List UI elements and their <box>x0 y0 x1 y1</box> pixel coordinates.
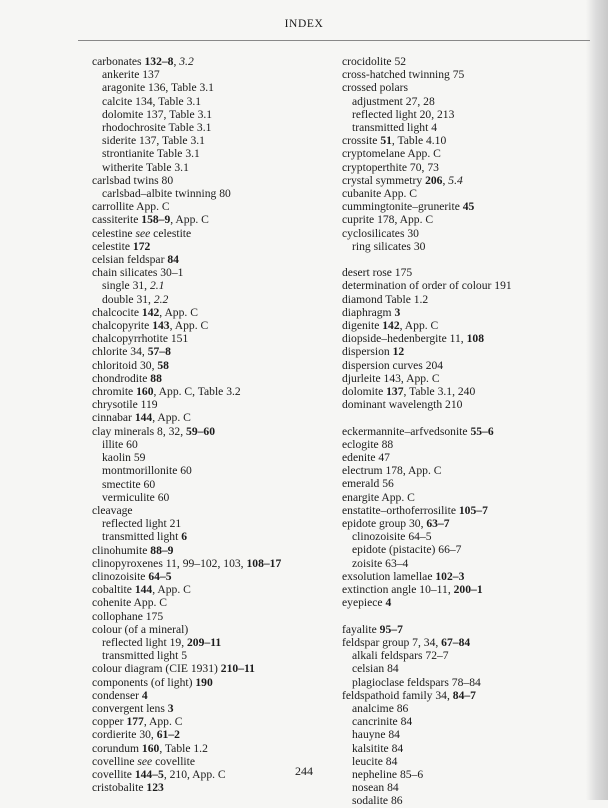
entry-text: cross-hatched twinning 75 <box>342 68 465 82</box>
page-ref-bold: 105–7 <box>458 503 488 517</box>
entry-text: smectite 60 <box>102 477 156 491</box>
page-ref-bold: 12 <box>392 345 405 359</box>
index-subentry <box>92 68 342 81</box>
entry-text: dolomite <box>342 385 387 399</box>
index-entry <box>92 385 342 398</box>
index-entry <box>92 544 342 557</box>
entry-text: chlorite 34, <box>92 345 148 359</box>
index-entry <box>92 411 342 424</box>
entry-text: rhodochrosite Table 3.1 <box>102 121 212 135</box>
entry-text: chalcocite <box>92 305 142 319</box>
index-entry <box>92 359 342 372</box>
index-entry <box>342 504 592 517</box>
entry-text: enargite App. C <box>342 490 415 504</box>
page-ref-bold: 3 <box>394 305 401 319</box>
page-ref-bold: 4 <box>385 596 392 610</box>
index-subentry <box>92 147 342 160</box>
index-subentry <box>92 636 342 649</box>
index-entry <box>92 715 342 728</box>
entry-text: diaphragm <box>342 305 395 319</box>
index-entry <box>342 636 592 649</box>
entry-text: kaolin 59 <box>102 451 146 465</box>
index-subentry <box>92 451 342 464</box>
entry-text: chondrodite <box>92 371 151 385</box>
index-entry <box>342 332 592 345</box>
index-subentry <box>342 95 592 108</box>
page-ref-bold: 58 <box>157 358 169 372</box>
entry-text: cancrinite 84 <box>352 715 413 729</box>
entry-text: , 210, App. C <box>163 767 226 781</box>
entry-text: digenite <box>342 319 383 333</box>
entry-text: desert rose 175 <box>342 266 413 280</box>
index-entry <box>92 662 342 675</box>
entry-text: eyepiece <box>342 596 386 610</box>
index-subentry <box>92 517 342 530</box>
index-entry <box>342 398 592 411</box>
index-subentry <box>342 676 592 689</box>
entry-text: crystal symmetry <box>342 173 426 187</box>
page-ref-bold: 144–5 <box>134 767 164 781</box>
entry-text: zoisite 63–4 <box>352 556 409 570</box>
entry-text: double 31, <box>102 292 154 306</box>
index-entry <box>92 213 342 226</box>
index-entry <box>92 742 342 755</box>
index-subentry <box>342 121 592 134</box>
entry-text: chalcopyrite <box>92 319 153 333</box>
entry-text: carrollite App. C <box>92 200 170 214</box>
entry-text: , App. C <box>152 411 191 425</box>
page-ref-bold: 200–1 <box>453 583 483 597</box>
entry-text: transmitted light <box>102 530 182 544</box>
entry-text: copper <box>92 715 127 729</box>
entry-text: , App. C <box>169 319 209 333</box>
page-ref-bold: 158–9 <box>141 213 171 227</box>
entry-text: plagioclase feldspars 78–84 <box>352 675 481 689</box>
page-ref-bold: 206 <box>425 173 443 187</box>
entry-text: fayalite <box>342 622 380 636</box>
page-ref-bold: 143 <box>152 319 170 333</box>
entry-text: condenser <box>92 688 142 702</box>
entry-text: clinopyroxenes 11, 99–102, 103, <box>92 556 247 570</box>
entry-text: , App. C <box>143 715 183 729</box>
entry-text: corundum <box>92 741 142 755</box>
entry-text: celestite <box>150 226 192 240</box>
entry-text: analcime 86 <box>352 701 409 715</box>
entry-text: cassiterite <box>92 213 142 227</box>
entry-text: illite 60 <box>102 437 138 451</box>
entry-text: components (of light) <box>92 675 196 689</box>
entry-text: reflected light 21 <box>102 517 182 531</box>
index-column-right <box>342 55 592 808</box>
entry-text: convergent lens <box>92 701 168 715</box>
entry-text: cleavage <box>92 503 133 517</box>
entry-text: hauyne 84 <box>352 728 400 742</box>
entry-text: ankerite 137 <box>102 68 160 82</box>
page-ref-bold: 3 <box>167 701 174 715</box>
entry-text: dolomite 137, Table 3.1 <box>102 107 213 121</box>
page-ref-bold: 160 <box>136 385 154 399</box>
entry-text: chain silicates 30–1 <box>92 266 184 280</box>
page-ref-bold: 210–11 <box>220 662 255 676</box>
entry-text: diopside–hedenbergite 11, <box>342 332 467 346</box>
letter-group-gap <box>342 610 592 623</box>
entry-text: carlsbad–albite twinning 80 <box>102 187 231 201</box>
index-entry <box>342 425 592 438</box>
entry-text: cubanite App. C <box>342 187 418 201</box>
index-entry <box>342 319 592 332</box>
index-subentry <box>342 662 592 675</box>
index-entry <box>342 372 592 385</box>
entry-text: diamond Table 1.2 <box>342 292 429 306</box>
entry-text: celestine <box>92 226 136 240</box>
entry-text: djurleite 143, App. C <box>342 371 440 385</box>
page-ref-bold: 144 <box>134 583 153 597</box>
index-entry <box>92 570 342 583</box>
index-entry <box>342 187 592 200</box>
entry-text: siderite 137, Table 3.1 <box>102 134 205 148</box>
entry-text: clinozoisite <box>92 569 149 583</box>
index-entry <box>342 345 592 358</box>
page-ref-bold: 142 <box>141 305 160 319</box>
entry-text: eckermannite–arfvedsonite <box>342 424 471 438</box>
index-entry <box>92 319 342 332</box>
page-ref-bold: 177 <box>126 715 144 729</box>
entry-text: sodalite 86 <box>352 794 403 808</box>
entry-text: colour (of a mineral) <box>92 622 189 636</box>
entry-text: , <box>173 55 180 68</box>
index-entry <box>342 293 592 306</box>
figure-ref: see <box>137 754 153 768</box>
page-ref-bold: 144 <box>134 411 153 425</box>
entry-text: transmitted light 4 <box>352 121 438 135</box>
entry-text: enstatite–orthoferrosilite <box>342 503 459 517</box>
index-entry <box>92 253 342 266</box>
page-ref-bold: 88 <box>150 371 162 385</box>
page-ref-bold: 132–8 <box>144 55 174 68</box>
index-entry <box>342 266 592 279</box>
index-entry <box>92 227 342 240</box>
page-ref-bold: 88–9 <box>150 543 174 557</box>
index-subentry <box>92 161 342 174</box>
index-entry <box>342 81 592 94</box>
entry-text: crocidolite 52 <box>342 55 407 68</box>
index-entry <box>342 438 592 451</box>
header-rule <box>78 40 590 41</box>
index-entry <box>342 279 592 292</box>
entry-text: clinohumite <box>92 543 151 557</box>
index-entry <box>342 491 592 504</box>
page-ref-bold: 108–17 <box>246 556 282 570</box>
running-header: INDEX <box>284 18 324 30</box>
entry-text: covellite <box>92 767 135 781</box>
entry-text: carbonates <box>92 55 145 68</box>
index-subentry <box>342 715 592 728</box>
index-entry <box>92 728 342 741</box>
page-ref-bold: 67–84 <box>441 635 471 649</box>
index-subentry <box>342 728 592 741</box>
entry-text: kalsitite 84 <box>352 741 404 755</box>
entry-text: cryptoperthite 70, 73 <box>342 160 439 174</box>
entry-text: crossed polars <box>342 81 409 95</box>
entry-text: witherite Table 3.1 <box>102 160 189 174</box>
index-subentry <box>92 464 342 477</box>
index-subentry <box>342 557 592 570</box>
entry-text: transmitted light 5 <box>102 649 188 663</box>
index-subentry <box>92 649 342 662</box>
page-ref-bold: 190 <box>195 675 213 689</box>
index-subentry <box>92 438 342 451</box>
entry-text: celsian feldspar <box>92 253 168 267</box>
index-entry <box>92 504 342 517</box>
index-entry <box>92 200 342 213</box>
entry-text: aragonite 136, Table 3.1 <box>102 81 214 95</box>
index-entry <box>342 517 592 530</box>
page-ref-bold: 55–6 <box>470 424 494 438</box>
entry-text: edenite 47 <box>342 451 390 465</box>
entry-text: covellite <box>152 754 196 768</box>
page-ref-bold: 57–8 <box>147 345 171 359</box>
entry-text: alkali feldspars 72–7 <box>352 649 449 663</box>
entry-text: chalcopyrrhotite 151 <box>92 332 189 346</box>
entry-text: nepheline 85–6 <box>352 767 424 781</box>
entry-text: feldspathoid family 34, <box>342 688 453 702</box>
entry-text: cinnabar <box>92 411 135 425</box>
figure-ref: 2.2 <box>153 292 169 306</box>
entry-text: vermiculite 60 <box>102 490 170 504</box>
entry-text: , Table 4.10 <box>391 134 447 148</box>
index-entry <box>92 676 342 689</box>
page-ref-bold: 6 <box>181 530 188 544</box>
page-number: 244 <box>295 764 313 778</box>
index-subentry <box>92 279 342 292</box>
index-entry <box>342 596 592 609</box>
page-ref-bold: 63–7 <box>426 517 450 531</box>
index-subentry <box>342 781 592 794</box>
entry-text: emerald 56 <box>342 477 394 491</box>
entry-text: dispersion <box>342 345 393 359</box>
index-entry <box>92 240 342 253</box>
entry-text: , Table 3.1, 240 <box>403 385 476 399</box>
index-entry <box>92 372 342 385</box>
entry-text: determination of order of colour 191 <box>342 279 512 293</box>
entry-text: , App. C <box>399 319 439 333</box>
page-ref-bold: 84–7 <box>452 688 476 702</box>
index-entry <box>92 623 342 636</box>
figure-ref: 5.4 <box>448 173 463 187</box>
index-subentry <box>342 108 592 121</box>
index-entry <box>92 306 342 319</box>
index-entry <box>342 451 592 464</box>
index-entry <box>92 398 342 411</box>
index-subentry <box>342 794 592 807</box>
index-entry <box>342 68 592 81</box>
entry-text: cyclosilicates 30 <box>342 226 419 240</box>
page-ref-bold: 160 <box>141 741 160 755</box>
index-entry <box>342 213 592 226</box>
page-ref-bold: 45 <box>462 200 475 214</box>
entry-text: colour diagram (CIE 1931) <box>92 662 221 676</box>
entry-text: cristobalite <box>92 781 147 795</box>
figure-ref: 2.1 <box>149 279 165 293</box>
index-subentry <box>92 530 342 543</box>
index-subentry <box>92 134 342 147</box>
index-entry <box>342 161 592 174</box>
index-entry <box>92 55 342 68</box>
entry-text: leucite 84 <box>352 754 398 768</box>
page-ref-bold: 4 <box>141 688 148 702</box>
entry-text: dominant wavelength 210 <box>342 398 463 412</box>
page-ref-bold: 123 <box>146 781 164 795</box>
index-subentry <box>92 121 342 134</box>
letter-group-gap <box>342 253 592 266</box>
figure-ref: see <box>135 226 151 240</box>
index-entry <box>92 425 342 438</box>
index-entry <box>342 623 592 636</box>
index-entry <box>92 596 342 609</box>
page-ref-bold: 51 <box>380 134 392 148</box>
entry-text: clay minerals 8, 32, <box>92 424 187 438</box>
index-entry <box>342 55 592 68</box>
entry-text: reflected light 20, 213 <box>352 107 455 121</box>
index-entry <box>342 385 592 398</box>
entry-text: dispersion curves 204 <box>342 358 444 372</box>
page-ref-bold: 108 <box>466 332 484 346</box>
entry-text: chromite <box>92 385 137 399</box>
page-ref-bold: 209–11 <box>187 635 222 649</box>
index-entry <box>92 345 342 358</box>
index-entry <box>342 306 592 319</box>
page-ref-bold: 84 <box>167 253 179 267</box>
index-subentry <box>92 478 342 491</box>
entry-text: electrum 178, App. C <box>342 464 442 478</box>
page-ref-bold: 172 <box>132 239 151 253</box>
page-ref-bold: 59–60 <box>186 424 215 438</box>
page-ref-bold: 95–7 <box>379 622 403 636</box>
index-entry <box>92 332 342 345</box>
index-subentry <box>342 702 592 715</box>
entry-text: , Table 1.2 <box>159 741 208 755</box>
index-entry <box>342 583 592 596</box>
entry-text: cryptomelane App. C <box>342 147 441 161</box>
index-entry <box>342 477 592 490</box>
page-ref-bold: 142 <box>382 319 400 333</box>
entry-text: collophane 175 <box>92 609 164 623</box>
index-subentry <box>342 649 592 662</box>
index-subentry <box>92 491 342 504</box>
index-subentry <box>92 108 342 121</box>
entry-text: reflected light 19, <box>102 635 187 649</box>
entry-text: chloritoid 30, <box>92 358 158 372</box>
entry-text: , <box>442 173 449 187</box>
index-entry <box>342 464 592 477</box>
entry-text: ring silicates 30 <box>352 239 426 253</box>
entry-text: crossite <box>342 134 381 148</box>
entry-text: exsolution lamellae <box>342 569 436 583</box>
letter-group-gap <box>342 411 592 424</box>
index-subentry <box>342 543 592 556</box>
entry-text: chrysotile 119 <box>92 398 158 412</box>
page-ref-bold: 102–3 <box>435 569 465 583</box>
index-subentry <box>92 95 342 108</box>
entry-text: cordierite 30, <box>92 728 157 742</box>
index-entry <box>92 266 342 279</box>
index-entry <box>92 702 342 715</box>
index-entry <box>92 610 342 623</box>
entry-text: cobaltite <box>92 583 135 597</box>
entry-text: calcite 134, Table 3.1 <box>102 94 202 108</box>
index-entry <box>92 583 342 596</box>
entry-text: , App. C, Table 3.2 <box>153 385 241 399</box>
index-subentry <box>342 742 592 755</box>
index-subentry <box>92 187 342 200</box>
page-ref-bold: 61–2 <box>156 728 180 742</box>
entry-text: celsian 84 <box>352 662 399 676</box>
entry-text: , App. C <box>170 213 209 227</box>
entry-text: epidote group 30, <box>342 517 427 531</box>
index-subentry <box>342 530 592 543</box>
entry-text: cummingtonite–grunerite <box>342 200 463 214</box>
entry-text: eclogite 88 <box>342 437 394 451</box>
entry-text: carlsbad twins 80 <box>92 173 174 187</box>
entry-text: extinction angle 10–11, <box>342 583 454 597</box>
page-ref-bold: 64–5 <box>148 569 172 583</box>
entry-text: strontianite Table 3.1 <box>102 147 200 161</box>
entry-text: clinozoisite 64–5 <box>352 530 432 544</box>
entry-text: single 31, <box>102 279 150 293</box>
entry-text: epidote (pistacite) 66–7 <box>352 543 462 557</box>
index-entry <box>342 134 592 147</box>
entry-text: adjustment 27, 28 <box>352 94 435 108</box>
index-entry <box>342 359 592 372</box>
index-entry <box>342 147 592 160</box>
index-subentry <box>342 240 592 253</box>
figure-ref: 3.2 <box>179 55 194 68</box>
entry-text: cuprite 178, App. C <box>342 213 434 227</box>
index-entry <box>92 689 342 702</box>
index-entry <box>342 570 592 583</box>
index-entry <box>342 689 592 702</box>
index-subentry <box>92 293 342 306</box>
entry-text: cohenite App. C <box>92 596 168 610</box>
entry-text: covelline <box>92 754 138 768</box>
entry-text: montmorillonite 60 <box>102 464 192 478</box>
index-entry <box>342 174 592 187</box>
index-entry <box>92 557 342 570</box>
index-entry <box>342 200 592 213</box>
index-entry <box>92 174 342 187</box>
index-column-left <box>92 55 342 794</box>
index-entry <box>342 227 592 240</box>
page-ref-bold: 137 <box>386 385 404 399</box>
entry-text: nosean 84 <box>352 781 399 795</box>
index-entry <box>92 781 342 794</box>
index-subentry <box>92 81 342 94</box>
entry-text: , App. C <box>152 583 191 597</box>
entry-text: feldspar group 7, 34, <box>342 635 442 649</box>
entry-text: , App. C <box>159 305 198 319</box>
entry-text: celestite <box>92 239 133 253</box>
